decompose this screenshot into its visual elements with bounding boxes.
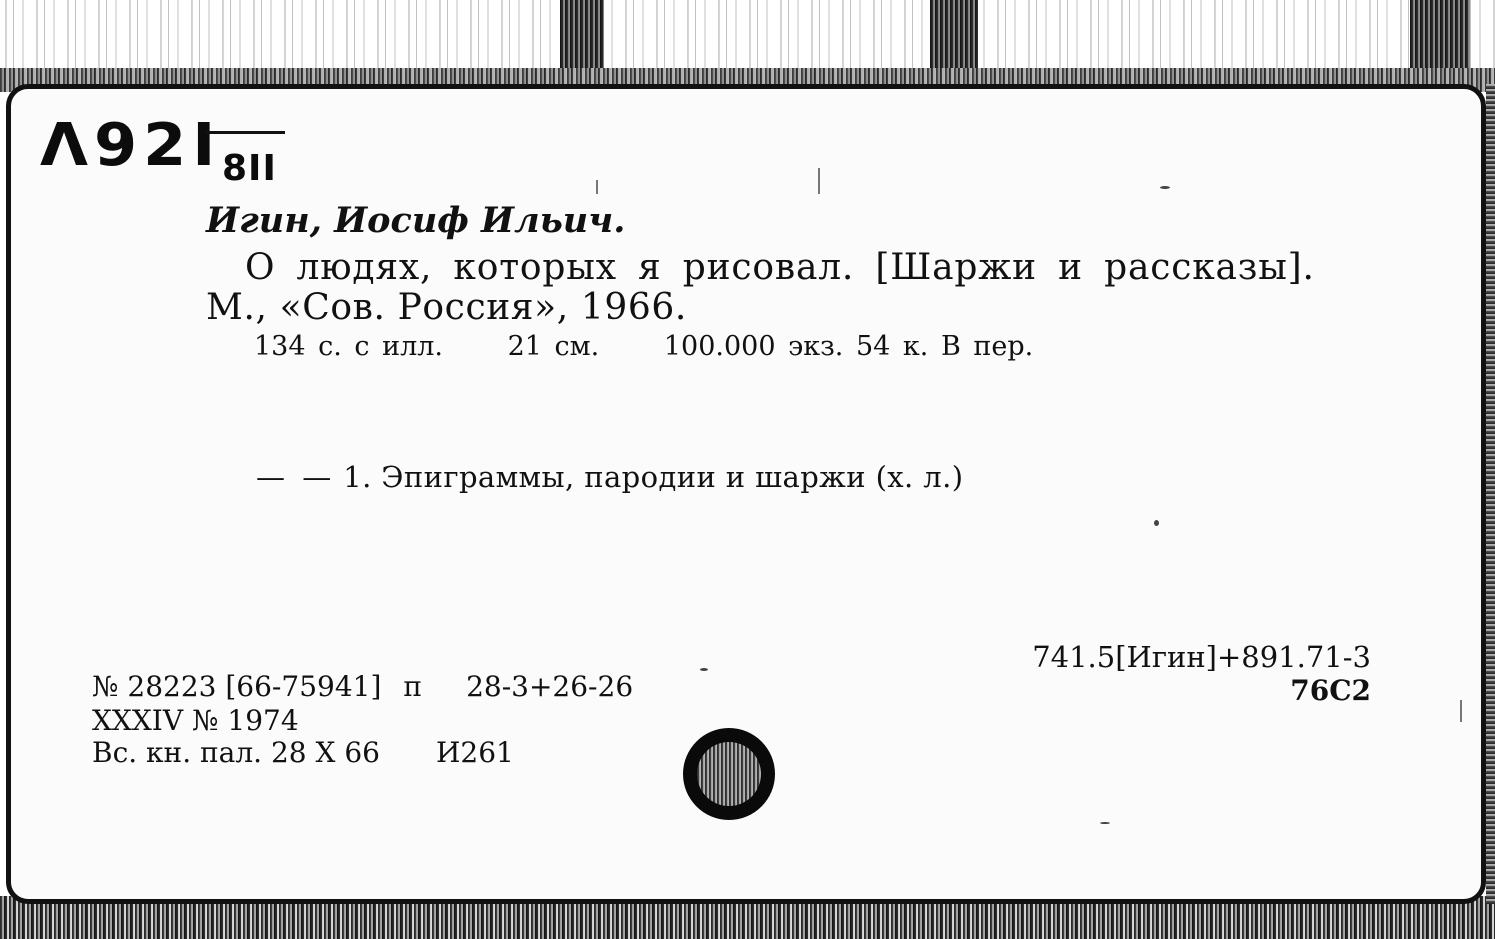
scan-mark	[1460, 700, 1462, 722]
handwritten-fraction-bar	[205, 131, 285, 134]
subject-text: 1. Эпиграммы, пародии и шаржи (х. л.)	[343, 460, 964, 494]
classification-number: 741.5[Игин]+891.71-3	[1032, 640, 1371, 674]
ink-speck	[1154, 520, 1159, 526]
page-count: 134 с. с илл.	[254, 331, 443, 362]
handwritten-shelf-mark: Λ92I	[40, 109, 222, 180]
physical-description	[254, 331, 1033, 362]
book-size: 21 см.	[507, 331, 600, 362]
ink-speck	[1160, 186, 1170, 189]
card-right-edge	[1486, 84, 1495, 904]
handwritten-fraction-denominator: 8II	[222, 148, 277, 189]
print-number-line	[92, 670, 633, 703]
scan-mark	[818, 168, 820, 194]
card-number: № 28223 [66-75941]	[92, 670, 382, 703]
ink-speck	[1100, 822, 1110, 824]
ink-speck	[700, 668, 708, 671]
subject-entry	[256, 460, 963, 494]
card-index: И261	[435, 736, 514, 769]
card-code: 28-3+26-26	[466, 670, 634, 703]
scan-mark	[596, 180, 598, 194]
title-line: О людях, которых я рисовал. [Шаржи и рассказы].	[245, 247, 1315, 288]
classification-code: 76С2	[1290, 674, 1371, 707]
punch-hole-scan-through	[697, 742, 761, 806]
office-line	[92, 736, 514, 769]
imprint-line: М., «Сов. Россия», 1966.	[206, 287, 687, 328]
series-line: XXXIV № 1974	[92, 704, 299, 737]
copies-and-price: 100.000 экз. 54 к. В пер.	[663, 331, 1034, 362]
office-text: Вс. кн. пал. 28 X 66	[92, 736, 380, 769]
card-mark: п	[403, 670, 423, 703]
subject-dashes: — —	[256, 460, 336, 494]
author-heading: Игин, Иосиф Ильич.	[206, 200, 626, 241]
